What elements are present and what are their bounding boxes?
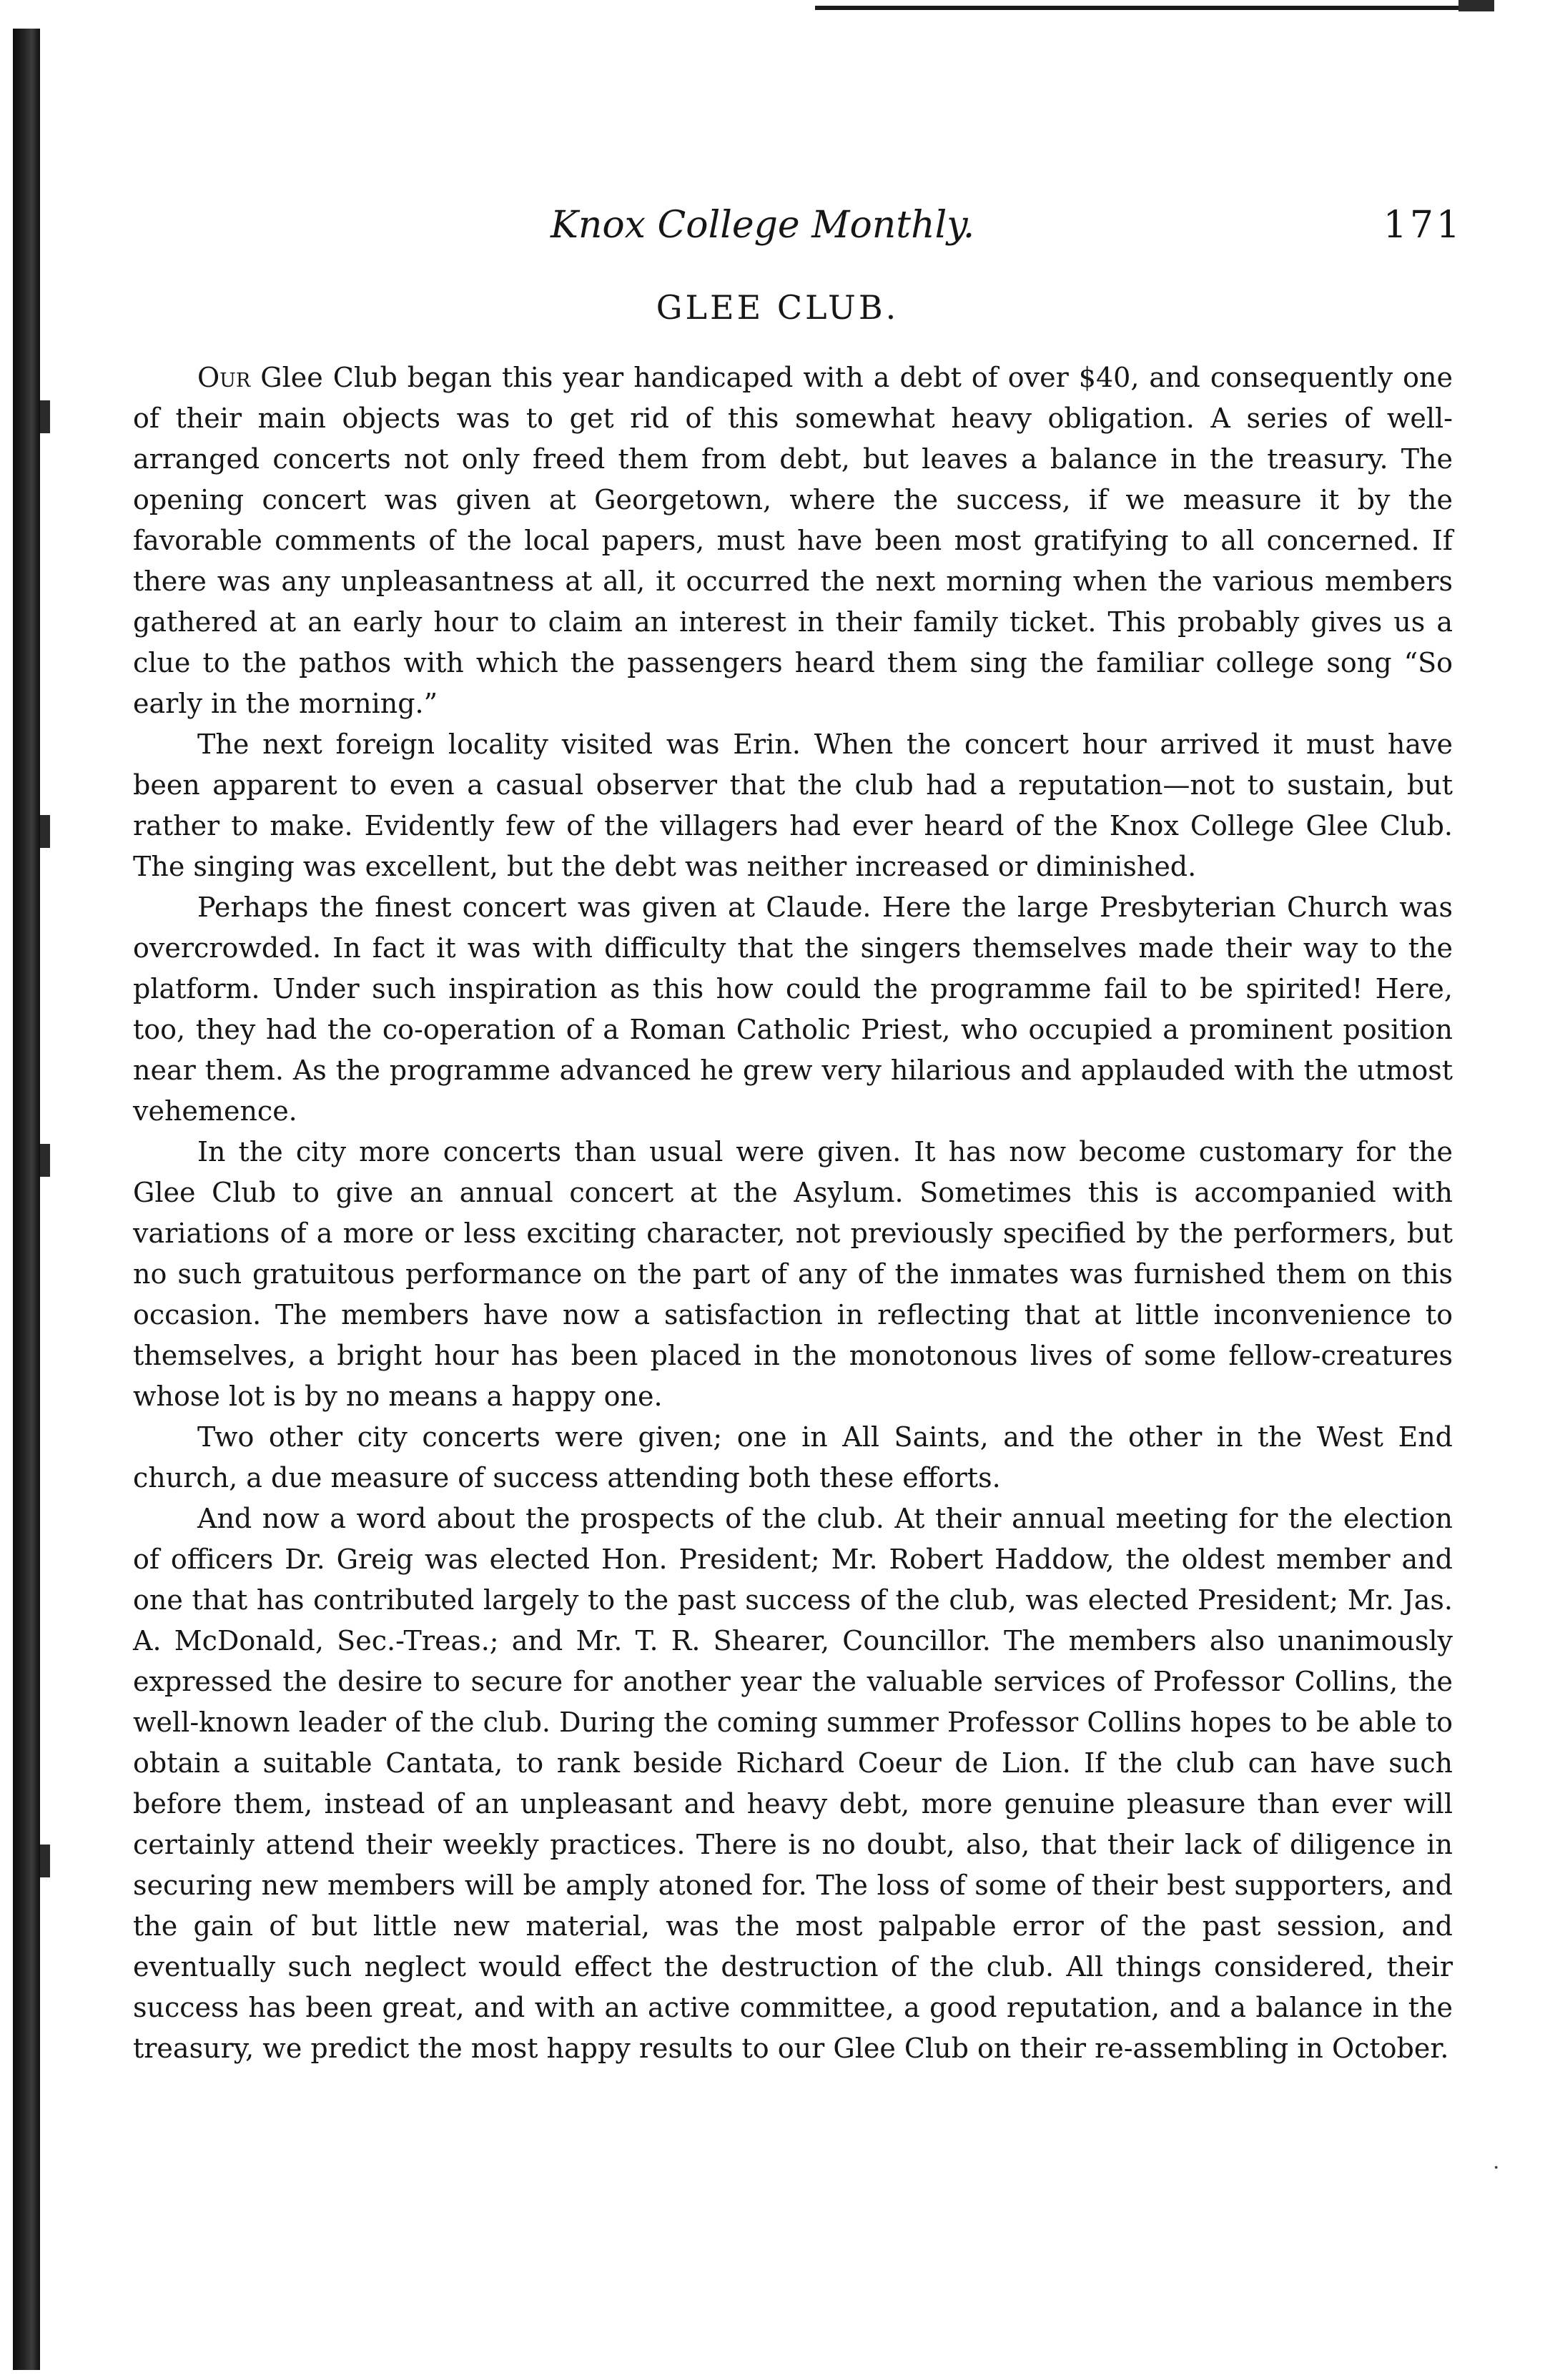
article-heading: GLEE CLUB. [656, 288, 899, 327]
paragraph-1 [133, 357, 1453, 724]
scan-top-rule-tail [1458, 0, 1494, 11]
article-body [133, 357, 1453, 2069]
lead-word: Our [197, 362, 251, 393]
paragraph-3: Perhaps the finest concert was given at Claude. Here the large Presbyterian Church was overcrowded. In fact it was with difficulty that the singers themselves made their way to the platform. Under such inspiration as this how could the programme fail to be spirited! Here, too, they had the co-operation of a Roman Catholic Priest, who occupied a prominent position near them. As the programme advanced he grew very hilarious and applauded with the utmost vehemence. [133, 892, 1453, 1127]
page-number: 171 [1383, 204, 1463, 247]
paragraph-5: Two other city concerts were given; one in All Saints, and the other in the West End church, a due measure of success attending both these efforts. [133, 1421, 1453, 1493]
running-header [551, 197, 1480, 254]
scan-edge-speck [40, 1845, 50, 1877]
paragraph-4: In the city more concerts than usual were given. It has now become customary for the Glee Club to give an annual concert at the Asylum. Sometimes this is accompanied with variations of a more or less exciting character, not previously specified by the performers, but no such gratuitous performance on the part of any of the inmates was furnished them on this occasion. The members have now a satisfaction in reflecting that at little inconvenience to themselves, a bright hour has been placed in the monotonous lives of some fellow-creatures whose lot is by no means a happy one. [133, 1136, 1453, 1412]
journal-title: Knox College Monthly. [551, 204, 975, 247]
paragraph-6: And now a word about the prospects of the club. At their annual meeting for the election of officers Dr. Greig was elected Hon. President; Mr. Robert Haddow, the oldest member and one that has contributed largely to the past success of the club, was elected President; Mr. Jas. A. McDonald, Sec.-Treas.; and Mr. T. R. Shearer, Councillor. The members also unanimously expressed the desire to secure for another year the valuable services of Professor Collins, the well-known leader of the club. During the coming summer Professor Collins hopes to be able to obtain a suitable Cantata, to rank beside Richard Coeur de Lion. If the club can have such before them, instead of an unpleasant and heavy debt, more genuine pleasure than ever will certainly attend their weekly practices. There is no doubt, also, that their lack of diligence in securing new members will be amply atoned for. The loss of some of their best supporters, and the gain of but little new material, was the most palpable error of the past session, and eventually such neglect would effect the destruction of the club. All things considered, their success has been great, and with an active committee, a good reputation, and a balance in the treasury, we predict the most happy results to our Glee Club on their re-assembling in October. [133, 1503, 1453, 2064]
paragraph-1-text: Glee Club began this year handicaped with a debt of over $40, and consequently one of their main objects was to get rid of this somewhat heavy obligation. A series of well-arranged concerts not only freed them from debt, but leaves a balance in the treasury. The opening concert was given at Georgetown, where the success, if we measure it by the favorable comments of the local papers, must have been most gratifying to all concerned. If there was any unpleasantness at all, it occurred the next morning when the various members gathered at an early hour to claim an interest in their family ticket. This probably gives us a clue to the pathos with which the passengers heard them sing the familiar college song “So early in the morning.” [133, 362, 1453, 719]
scan-edge-speck [40, 1144, 50, 1177]
scan-top-rule [815, 6, 1489, 10]
paragraph-2: The next foreign locality visited was Erin. When the concert hour arrived it must have been apparent to even a casual observer that the club had a reputation—not to sustain, but rather to make. Evidently few of the villagers had ever heard of the Knox College Glee Club. The singing was excellent, but the debt was neither increased or diminished. [133, 729, 1453, 882]
margin-speck: · [1493, 2156, 1500, 2181]
scan-edge-speck [40, 400, 50, 433]
scan-binding-edge [13, 29, 40, 2370]
scan-edge-speck [40, 815, 50, 848]
